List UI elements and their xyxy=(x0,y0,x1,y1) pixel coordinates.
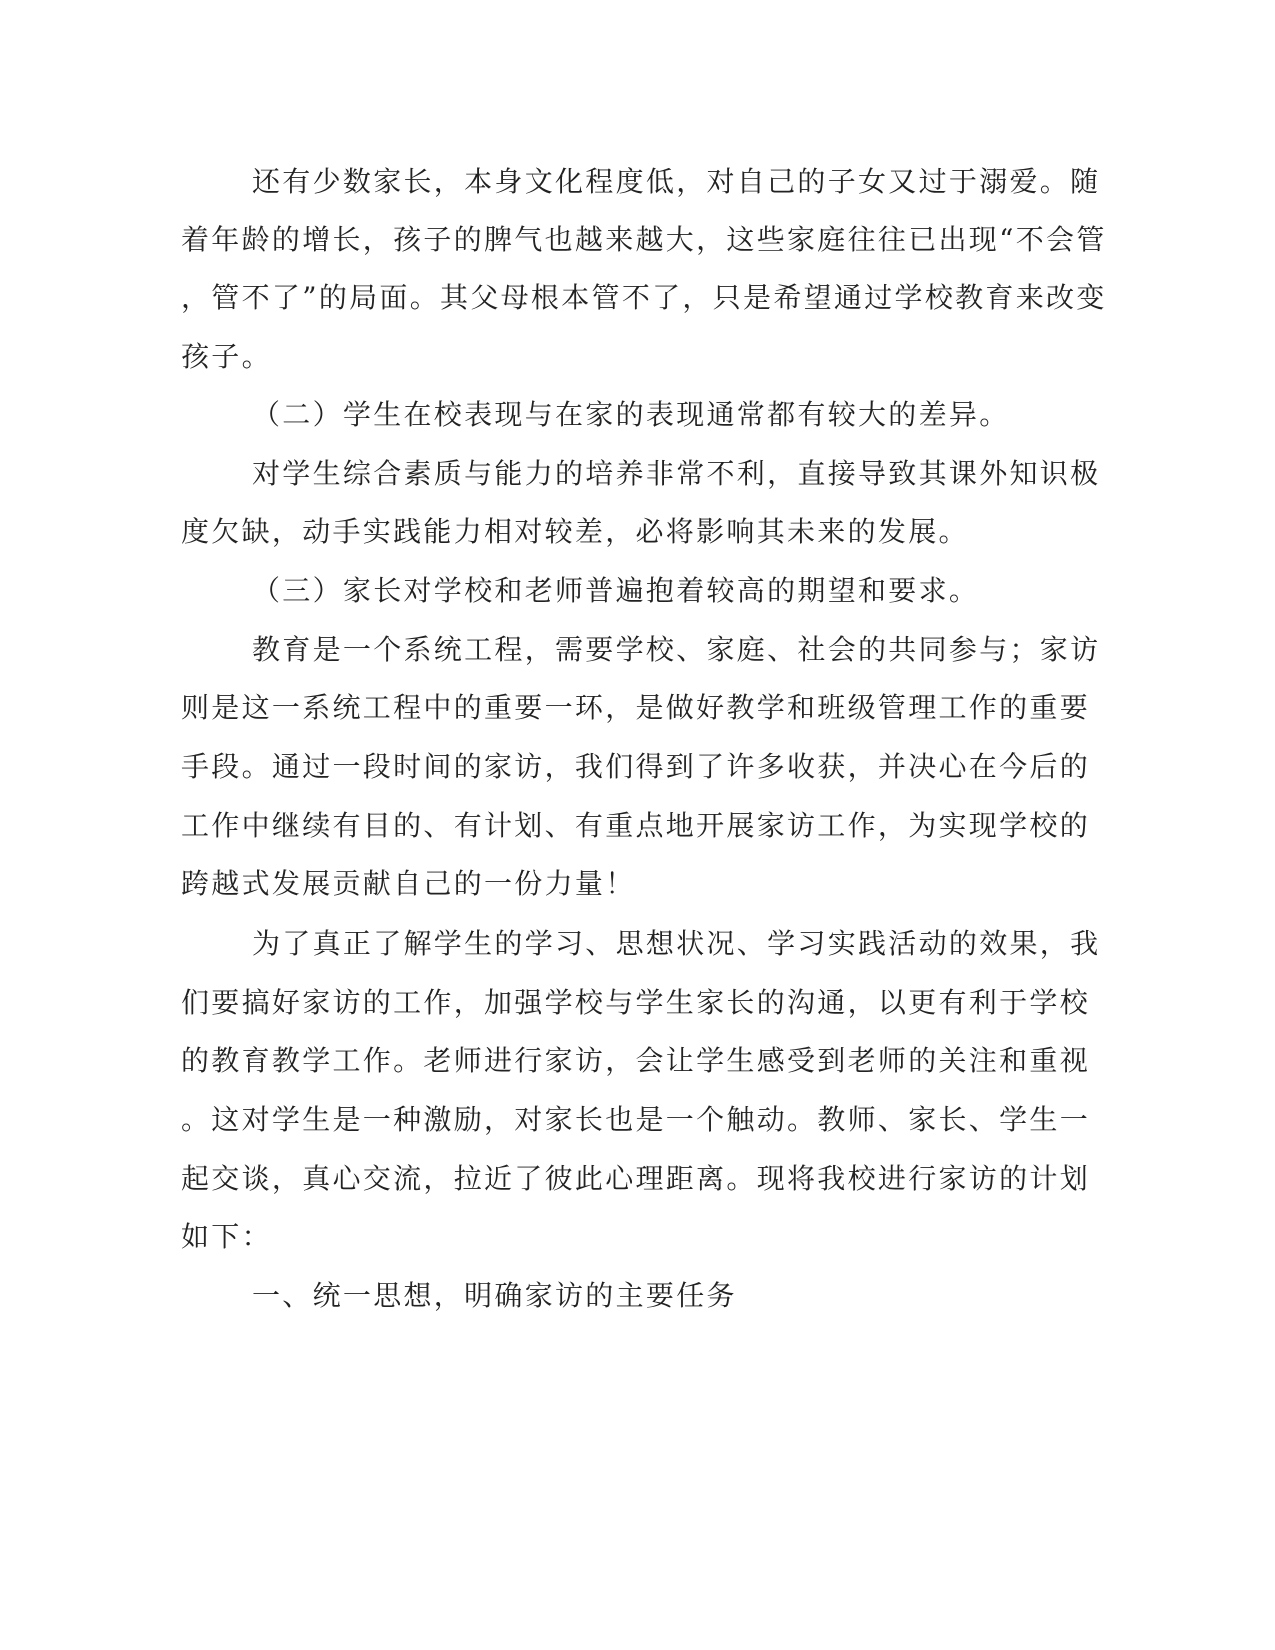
text-line: 还有少数家长，本身文化程度低，对自己的子女又过于溺爱。随 xyxy=(252,165,1101,198)
text-line: 孩子。 xyxy=(181,340,272,373)
text-line: 如下： xyxy=(181,1220,272,1253)
text-line: 的教育教学工作。老师进行家访，会让学生感受到老师的关注和重视 xyxy=(181,1044,1091,1077)
text-line: 对学生综合素质与能力的培养非常不利，直接导致其课外知识极 xyxy=(252,457,1101,490)
text-line: 为了真正了解学生的学习、思想状况、学习实践活动的效果，我 xyxy=(252,927,1101,960)
text-line: 工作中继续有目的、有计划、有重点地开展家访工作，为实现学校的 xyxy=(181,809,1091,842)
text-line: 。这对学生是一种激励，对家长也是一个触动。教师、家长、学生一 xyxy=(181,1103,1091,1136)
text-line: 则是这一系统工程中的重要一环，是做好教学和班级管理工作的重要 xyxy=(181,691,1091,724)
section-heading: 一、统一思想，明确家访的主要任务 xyxy=(252,1279,737,1312)
text-line: 们要搞好家访的工作，加强学校与学生家长的沟通，以更有利于学校 xyxy=(181,986,1091,1019)
text-line: 教育是一个系统工程，需要学校、家庭、社会的共同参与；家访 xyxy=(252,633,1101,666)
text-line: 起交谈，真心交流，拉近了彼此心理距离。现将我校进行家访的计划 xyxy=(181,1162,1091,1195)
text-line: 度欠缺，动手实践能力相对较差，必将影响其未来的发展。 xyxy=(181,515,969,548)
subheading-line: （三）家长对学校和老师普遍抱着较高的期望和要求。 xyxy=(252,574,980,607)
text-line: 跨越式发展贡献自己的一份力量！ xyxy=(181,867,636,900)
text-line: ，管不了”的局面。其父母根本管不了，只是希望通过学校教育来改变 xyxy=(181,281,1107,314)
text-line: 着年龄的增长，孩子的脾气也越来越大，这些家庭往往已出现“不会管 xyxy=(181,223,1107,256)
text-line: 手段。通过一段时间的家访，我们得到了许多收获，并决心在今后的 xyxy=(181,750,1091,783)
subheading-line: （二）学生在校表现与在家的表现通常都有较大的差异。 xyxy=(252,398,1010,431)
